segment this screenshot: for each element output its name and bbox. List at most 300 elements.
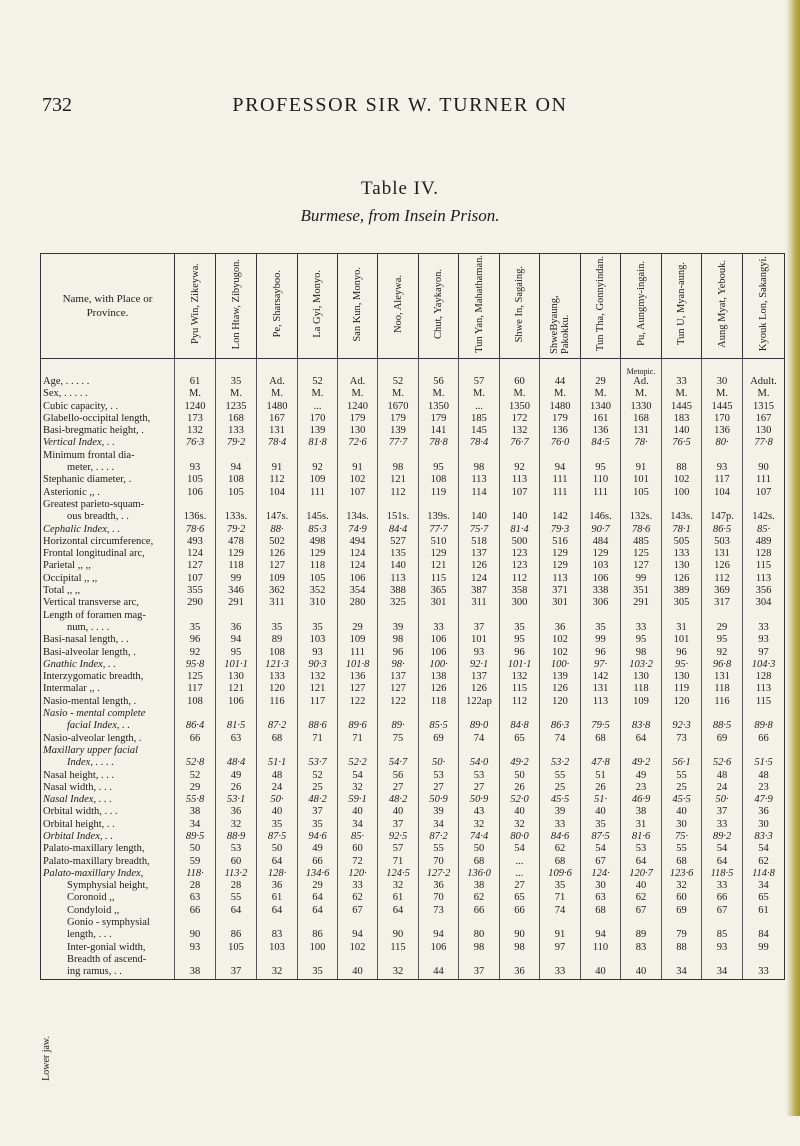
table-cell: 86·4: [175, 720, 216, 732]
subject-name: Noo, Aleywa.: [392, 274, 404, 333]
table-cell: [378, 954, 419, 966]
table-row: [41, 560, 785, 572]
table-cell: 75·: [662, 831, 702, 843]
table-cell: 86·5: [702, 524, 743, 536]
table-row: [41, 499, 785, 511]
table-cell: 388: [378, 585, 419, 597]
row-label: Gonio - symphysial: [41, 917, 175, 929]
row-label: ing ramus, . .: [41, 966, 175, 979]
table-cell: 60: [662, 892, 702, 904]
table-cell: 124: [338, 560, 378, 572]
table-cell: 55: [419, 843, 459, 855]
row-label: Occipital ,, ,,: [41, 573, 175, 585]
table-cell: 35: [581, 819, 621, 831]
table-cell: 24: [702, 782, 743, 794]
table-cell: 104: [257, 487, 298, 499]
table-cell: [662, 450, 702, 462]
table-cell: 53: [459, 770, 500, 782]
table-cell: 64: [298, 892, 338, 904]
table-cell: 33: [338, 880, 378, 892]
row-label: Palato-maxillary breadth,: [41, 856, 175, 868]
table-cell: M.: [298, 388, 338, 400]
table-cell: 125: [621, 548, 662, 560]
table-cell: 141: [419, 425, 459, 437]
table-cell: [459, 745, 500, 757]
table-cell: 118: [298, 560, 338, 572]
table-cell: 64: [621, 733, 662, 745]
table-cell: 67: [338, 905, 378, 917]
table-cell: 111: [540, 487, 581, 499]
table-cell: M.: [419, 388, 459, 400]
table-cell: 40: [621, 966, 662, 979]
table-cell: 114·8: [743, 868, 785, 880]
table-cell: 90·3: [298, 659, 338, 671]
table-cell: [175, 745, 216, 757]
table-cell: 64: [257, 905, 298, 917]
table-cell: 124·5: [378, 868, 419, 880]
table-cell: 50: [459, 843, 500, 855]
table-cell: 65: [500, 733, 540, 745]
table-cell: 132: [175, 425, 216, 437]
table-cell: 105: [175, 474, 216, 486]
table-cell: 98: [621, 647, 662, 659]
row-label: Interzygomatic breadth,: [41, 671, 175, 683]
subject-column-header: [175, 254, 216, 359]
table-cell: 36: [216, 622, 257, 634]
table-cell: 103: [257, 942, 298, 954]
table-cell: 71: [298, 733, 338, 745]
table-cell: 91: [621, 462, 662, 474]
table-cell: [298, 917, 338, 929]
table-cell: 111: [581, 487, 621, 499]
table-cell: 107: [743, 487, 785, 499]
page-edge-decoration: [786, 0, 800, 1116]
table-cell: 68: [581, 733, 621, 745]
table-cell: 55: [216, 892, 257, 904]
table-cell: 131: [621, 425, 662, 437]
table-row: [41, 696, 785, 708]
table-row: [41, 536, 785, 548]
table-cell: 89·8: [743, 720, 785, 732]
table-row: [41, 966, 785, 979]
table-cell: 54·7: [378, 757, 419, 769]
table-cell: 78·6: [175, 524, 216, 536]
table-cell: 168: [621, 413, 662, 425]
table-row: [41, 425, 785, 437]
table-cell: 129: [540, 560, 581, 572]
table-cell: 132: [500, 671, 540, 683]
table-cell: 44: [419, 966, 459, 979]
row-label: Basi-nasal length, . .: [41, 634, 175, 646]
table-cell: M.: [662, 388, 702, 400]
table-cell: 101·1: [216, 659, 257, 671]
table-cell: [175, 954, 216, 966]
table-cell: 112: [257, 474, 298, 486]
table-cell: [540, 954, 581, 966]
table-cell: 97·: [581, 659, 621, 671]
row-label: Basi-alveolar length, .: [41, 647, 175, 659]
table-cell: 85: [702, 929, 743, 941]
table-cell: 29: [581, 376, 621, 388]
table-cell: 32: [216, 819, 257, 831]
table-cell: [459, 610, 500, 622]
table-body: [41, 359, 785, 980]
table-cell: 121: [419, 560, 459, 572]
table-cell: 65: [743, 892, 785, 904]
table-row: [41, 708, 785, 720]
table-cell: 88·: [257, 524, 298, 536]
table-cell: 61: [257, 892, 298, 904]
table-cell: 70: [419, 892, 459, 904]
table-cell: 129: [419, 548, 459, 560]
table-cell: 74: [540, 905, 581, 917]
table-cell: 108: [175, 696, 216, 708]
table-cell: 96: [378, 647, 419, 659]
table-cell: 36: [540, 622, 581, 634]
table-cell: 84·4: [378, 524, 419, 536]
table-cell: 95: [500, 634, 540, 646]
row-label: Index, . . . .: [41, 757, 175, 769]
table-cell: 115: [743, 696, 785, 708]
table-cell: 52: [378, 376, 419, 388]
table-row: [41, 929, 785, 941]
table-cell: M.: [378, 388, 419, 400]
table-cell: 1480: [257, 401, 298, 413]
table-cell: 93: [702, 942, 743, 954]
table-cell: 106: [419, 942, 459, 954]
row-label: Maxillary upper facial: [41, 745, 175, 757]
table-cell: 133: [257, 671, 298, 683]
table-cell: 109: [338, 634, 378, 646]
table-cell: 74·4: [459, 831, 500, 843]
table-cell: 61: [378, 892, 419, 904]
table-cell: [419, 917, 459, 929]
table-cell: 142: [581, 671, 621, 683]
table-cell: 95: [581, 462, 621, 474]
table-row: [41, 868, 785, 880]
header-row: [41, 254, 785, 359]
table-cell: 53·2: [540, 757, 581, 769]
table-cell: [621, 917, 662, 929]
table-cell: [500, 954, 540, 966]
table-cell: 90·7: [581, 524, 621, 536]
table-cell: 1240: [175, 401, 216, 413]
table-cell: 98·: [378, 659, 419, 671]
table-cell: 43: [459, 806, 500, 818]
table-cell: 86: [298, 929, 338, 941]
table-cell: 139: [378, 425, 419, 437]
subject-column-header: [500, 254, 540, 359]
table-cell: 30: [581, 880, 621, 892]
table-cell: 54: [500, 843, 540, 855]
table-cell: 87·5: [581, 831, 621, 843]
table-cell: 23: [621, 782, 662, 794]
table-subtitle: Burmese, from Insein Prison.: [300, 206, 500, 225]
table-cell: [338, 367, 378, 376]
subject-column-header: [378, 254, 419, 359]
subject-name: San Kun, Monyo.: [352, 266, 363, 342]
table-cell: 98: [378, 634, 419, 646]
table-cell: 478: [216, 536, 257, 548]
row-label: ous breadth, . .: [41, 511, 175, 523]
page-number: 732: [42, 94, 72, 116]
table-cell: 120·: [338, 868, 378, 880]
table-cell: 136s.: [175, 511, 216, 523]
table-cell: 50·9: [459, 794, 500, 806]
table-cell: 35: [298, 819, 338, 831]
subject-column-header: [743, 254, 785, 359]
table-cell: 306: [581, 597, 621, 609]
table-cell: [540, 367, 581, 376]
table-cell: 94: [216, 634, 257, 646]
table-cell: 29: [175, 782, 216, 794]
table-cell: 27: [500, 880, 540, 892]
table-row: [41, 622, 785, 634]
table-cell: [743, 450, 785, 462]
table-cell: 88: [662, 462, 702, 474]
table-cell: 55: [662, 843, 702, 855]
running-head: [0, 94, 800, 118]
table-cell: 83·3: [743, 831, 785, 843]
table-cell: 64: [298, 905, 338, 917]
table-cell: [621, 708, 662, 720]
table-cell: [581, 450, 621, 462]
table-cell: 126: [419, 683, 459, 695]
table-cell: 55: [662, 770, 702, 782]
row-label: Orbital height, . .: [41, 819, 175, 831]
table-cell: [621, 450, 662, 462]
table-cell: 109: [621, 696, 662, 708]
table-cell: [175, 917, 216, 929]
table-cell: 32: [257, 966, 298, 979]
table-cell: 88·9: [216, 831, 257, 843]
table-cell: 118·: [175, 868, 216, 880]
table-cell: 96: [500, 647, 540, 659]
table-cell: [500, 745, 540, 757]
table-cell: 124: [338, 548, 378, 560]
table-cell: 25: [540, 782, 581, 794]
row-label: Palato-maxillary length,: [41, 843, 175, 855]
table-row: [41, 671, 785, 683]
table-cell: 101·1: [500, 659, 540, 671]
subject-name: La Gyi, Monyo.: [312, 270, 323, 338]
table-cell: 40: [500, 806, 540, 818]
table-cell: [216, 954, 257, 966]
row-label: Inter-gonial width,: [41, 942, 175, 954]
table-cell: 34: [419, 819, 459, 831]
table-row: [41, 892, 785, 904]
table-cell: 112: [378, 487, 419, 499]
table-cell: [175, 367, 216, 376]
table-cell: 115: [500, 683, 540, 695]
row-label: Length of foramen mag-: [41, 610, 175, 622]
table-cell: 84·6: [540, 831, 581, 843]
table-cell: [216, 610, 257, 622]
row-label: Sex, . . . . .: [41, 388, 175, 400]
table-cell: 371: [540, 585, 581, 597]
table-cell: 105: [621, 487, 662, 499]
table-cell: [702, 450, 743, 462]
table-cell: 77·8: [743, 437, 785, 449]
table-cell: 54: [338, 770, 378, 782]
row-label: Condyloid ,,: [41, 905, 175, 917]
table-cell: [702, 917, 743, 929]
table-cell: [500, 367, 540, 376]
table-cell: 84: [743, 929, 785, 941]
table-cell: [581, 610, 621, 622]
table-cell: 34: [338, 819, 378, 831]
table-cell: M.: [175, 388, 216, 400]
table-cell: 36: [743, 806, 785, 818]
table-cell: [581, 367, 621, 376]
table-cell: 354: [338, 585, 378, 597]
table-cell: 40: [581, 966, 621, 979]
table-cell: 74·9: [338, 524, 378, 536]
table-cell: 53·7: [298, 757, 338, 769]
table-cell: 101: [621, 474, 662, 486]
table-cell: 33: [743, 622, 785, 634]
table-row: [41, 474, 785, 486]
table-cell: 106: [419, 634, 459, 646]
subject-name: Lon Htaw, Zibyugon.: [230, 258, 242, 349]
table-cell: 126: [540, 683, 581, 695]
table-cell: 35: [298, 622, 338, 634]
table-cell: 127: [175, 560, 216, 572]
table-cell: 37: [216, 966, 257, 979]
table-cell: 118: [419, 696, 459, 708]
table-cell: 84·5: [581, 437, 621, 449]
table-cell: [459, 367, 500, 376]
table-cell: 33: [540, 966, 581, 979]
table-cell: 118: [621, 683, 662, 695]
table-cell: 280: [338, 597, 378, 609]
table-cell: 52: [298, 376, 338, 388]
table-cell: 67: [581, 856, 621, 868]
table-cell: 62: [621, 892, 662, 904]
table-cell: 503: [702, 536, 743, 548]
table-cell: 498: [298, 536, 338, 548]
table-cell: 25: [662, 782, 702, 794]
table-cell: 59·1: [338, 794, 378, 806]
table-cell: 78·6: [621, 524, 662, 536]
table-cell: [338, 917, 378, 929]
table-cell: 109: [298, 474, 338, 486]
table-cell: 35: [257, 622, 298, 634]
table-cell: 110: [581, 474, 621, 486]
table-cell: [459, 708, 500, 720]
table-cell: 44: [540, 376, 581, 388]
measurements-table: [40, 253, 785, 980]
table-cell: 89: [621, 929, 662, 941]
table-cell: Ad.: [257, 376, 298, 388]
table-cell: 85·5: [419, 720, 459, 732]
table-cell: 91: [338, 462, 378, 474]
table-cell: [621, 954, 662, 966]
table-cell: 76·5: [662, 437, 702, 449]
table-cell: [378, 450, 419, 462]
table-cell: 114: [459, 487, 500, 499]
subject-name: ShweByaung, Pakokku.: [549, 295, 571, 354]
row-label: Asterionic ,, .: [41, 487, 175, 499]
table-cell: 124: [175, 548, 216, 560]
table-cell: 48: [743, 770, 785, 782]
table-cell: [540, 917, 581, 929]
table-cell: 123: [500, 548, 540, 560]
table-cell: 132: [500, 425, 540, 437]
table-cell: 126: [257, 548, 298, 560]
table-cell: 108: [419, 474, 459, 486]
table-cell: 94: [216, 462, 257, 474]
table-cell: 81·4: [500, 524, 540, 536]
table-cell: 45·5: [662, 794, 702, 806]
table-cell: [298, 745, 338, 757]
table-cell: [257, 708, 298, 720]
table-cell: 128: [743, 548, 785, 560]
table-cell: 92·3: [662, 720, 702, 732]
table-cell: [621, 745, 662, 757]
table-cell: 76·7: [500, 437, 540, 449]
table-cell: 52·6: [702, 757, 743, 769]
table-cell: 89·: [378, 720, 419, 732]
table-cell: 317: [702, 597, 743, 609]
table-cell: 98: [459, 942, 500, 954]
table-cell: 46·9: [621, 794, 662, 806]
table-cell: [581, 917, 621, 929]
table-cell: 40: [257, 806, 298, 818]
table-cell: 96: [662, 647, 702, 659]
table-cell: 40: [621, 880, 662, 892]
table-cell: [540, 450, 581, 462]
table-cell: M.: [500, 388, 540, 400]
table-cell: 1315: [743, 401, 785, 413]
table-cell: 94: [581, 929, 621, 941]
table-cell: 167: [743, 413, 785, 425]
table-cell: 94: [338, 929, 378, 941]
table-cell: 48·4: [216, 757, 257, 769]
table-cell: [581, 954, 621, 966]
table-cell: 99: [581, 634, 621, 646]
table-cell: 69: [662, 905, 702, 917]
table-cell: 83: [621, 942, 662, 954]
table-cell: 369: [702, 585, 743, 597]
table-cell: 56: [419, 376, 459, 388]
table-cell: [419, 708, 459, 720]
subject-name: Tun Yan, Mahathaman.: [473, 254, 485, 353]
table-cell: 52: [175, 770, 216, 782]
table-cell: 172: [500, 413, 540, 425]
table-cell: [257, 450, 298, 462]
table-cell: 81·5: [216, 720, 257, 732]
table-cell: 66: [500, 905, 540, 917]
table-cell: 74: [459, 733, 500, 745]
table-cell: 131: [257, 425, 298, 437]
table-cell: 128·: [257, 868, 298, 880]
table-cell: 310: [298, 597, 338, 609]
row-label: Orbital Index, . .: [41, 831, 175, 843]
table-cell: [540, 499, 581, 511]
subject-name: Chut, Yaykayon.: [433, 268, 444, 339]
table-cell: 35: [257, 819, 298, 831]
table-cell: 139s.: [419, 511, 459, 523]
table-cell: [662, 917, 702, 929]
table-cell: 93: [175, 462, 216, 474]
subject-name: Shwe In, Sagaing.: [514, 265, 525, 343]
table-cell: 121: [378, 474, 419, 486]
table-cell: 49: [621, 770, 662, 782]
row-label: Nasal width, . . .: [41, 782, 175, 794]
table-cell: 105: [216, 487, 257, 499]
table-cell: 50·: [419, 757, 459, 769]
